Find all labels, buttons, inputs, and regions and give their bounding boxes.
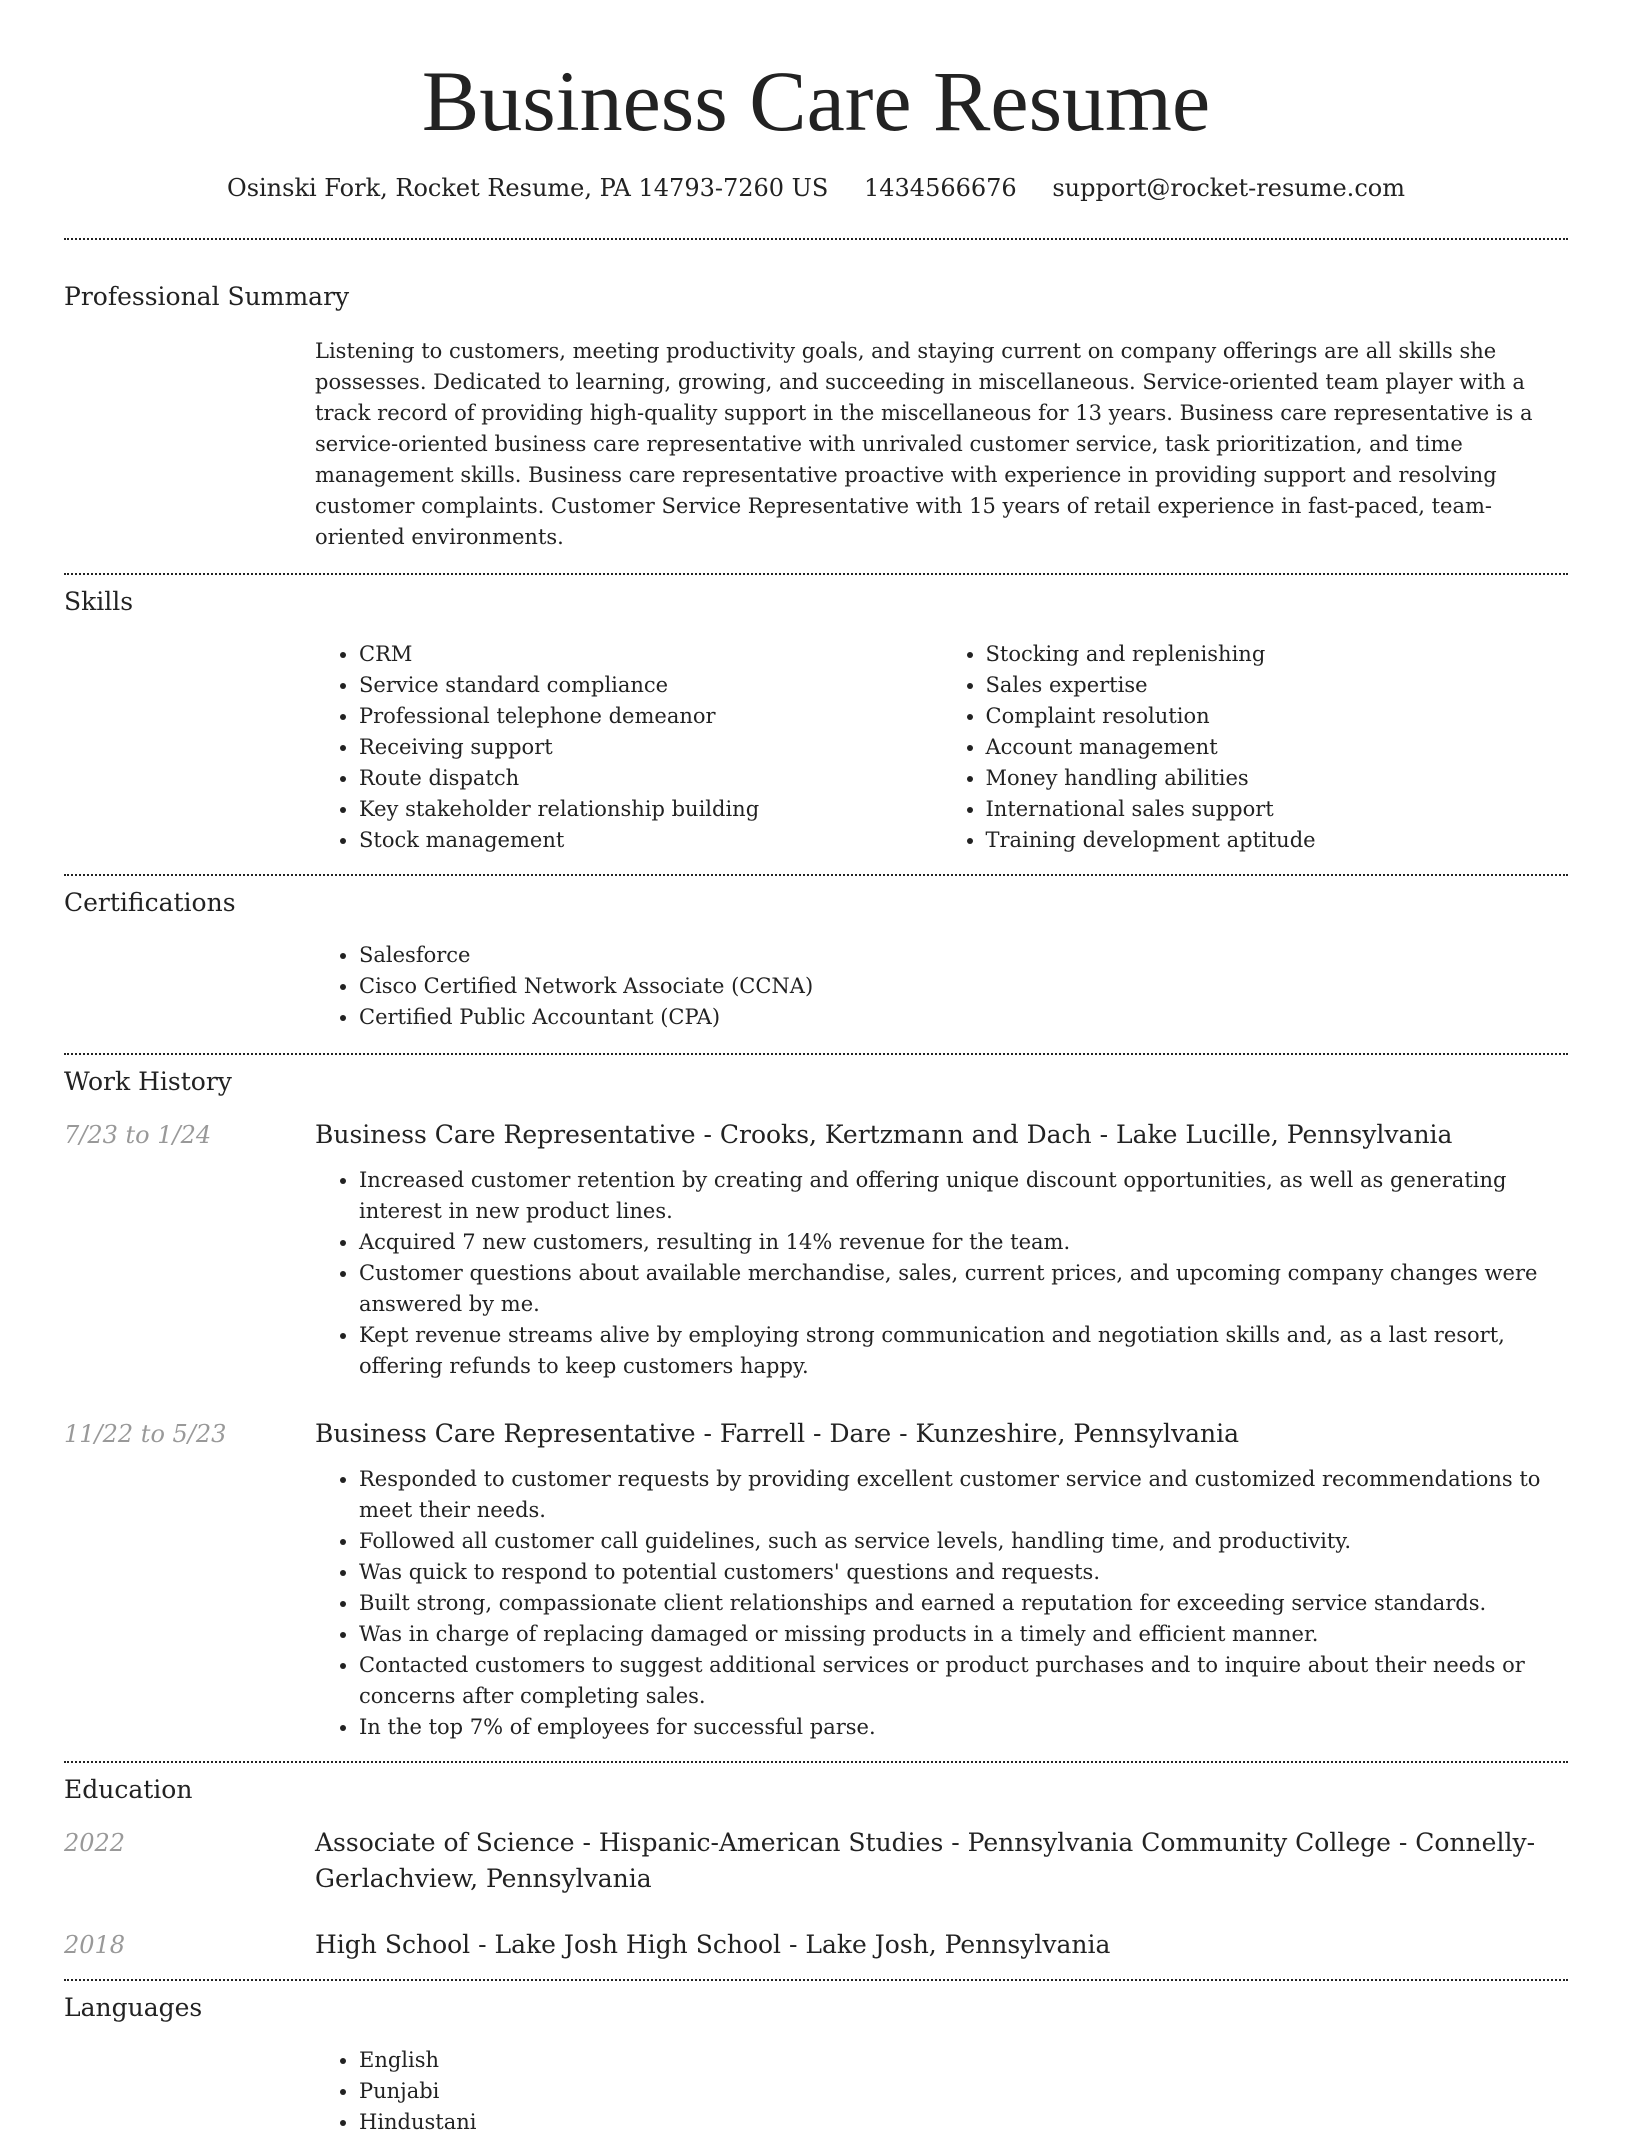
job-dates: 11/22 to 5/23 <box>64 1420 227 1448</box>
language-item: • Punjabi <box>359 2076 1568 2107</box>
languages-list <box>315 2045 1568 2138</box>
job-bullet: • Was quick to respond to potential customers' questions and requests. <box>359 1557 1568 1588</box>
job-bullet: • Increased customer retention by creating and offering unique discount opportunities, as well as generating interest in new product lines. <box>359 1165 1568 1227</box>
languages-title: Languages <box>64 1993 203 2022</box>
job-bullets <box>315 1165 1568 1382</box>
job-role: Business Care Representative <box>315 1120 696 1149</box>
job-entry <box>64 1416 1568 1743</box>
education-heading <box>315 1927 1568 1963</box>
job-heading <box>315 1416 1568 1452</box>
skill-item: • Key stakeholder relationship building <box>359 794 942 825</box>
job-bullet: • Contacted customers to suggest additional services or product purchases and to inquire about their needs or concerns after completing sales. <box>359 1650 1568 1712</box>
resume-page <box>64 0 1568 2138</box>
skill-item: • Service standard compliance <box>359 670 942 701</box>
skills-title: Skills <box>64 587 134 616</box>
skill-item: • Stock management <box>359 825 942 856</box>
certifications-list <box>315 940 1568 1033</box>
job-entry <box>64 1117 1568 1382</box>
job-bullet: • Acquired 7 new customers, resulting in 14% revenue for the team. <box>359 1227 1568 1258</box>
languages-section <box>64 1981 1568 2138</box>
skill-item: • Sales expertise <box>986 670 1569 701</box>
job-bullet: • In the top 7% of employees for successful parse. <box>359 1712 1568 1743</box>
skills-list-right <box>942 639 1569 856</box>
job-dates: 7/23 to 1/24 <box>64 1121 212 1149</box>
education-school: - Hispanic-American Studies - Pennsylvania Community College - Connelly-Gerlachview, Pennsylvania <box>315 1828 1536 1893</box>
work-title: Work History <box>64 1067 232 1096</box>
certifications-section <box>64 876 1568 1033</box>
education-degree: Associate of Science <box>315 1828 575 1857</box>
contact-address: Osinski Fork, Rocket Resume, PA 14793-7260 US <box>227 174 829 202</box>
skill-item: • Money handling abilities <box>986 763 1569 794</box>
skill-item: • International sales support <box>986 794 1569 825</box>
certification-item: • Certified Public Accountant (CPA) <box>359 1002 1568 1033</box>
skill-item: • Route dispatch <box>359 763 942 794</box>
education-school: - Lake Josh High School - Lake Josh, Pennsylvania <box>470 1930 1111 1959</box>
language-item: • Hindustani <box>359 2107 1568 2138</box>
job-bullet: • Was in charge of replacing damaged or missing products in a timely and efficient manner. <box>359 1619 1568 1650</box>
education-entry <box>64 1927 1568 1963</box>
skill-item: • Complaint resolution <box>986 701 1569 732</box>
skills-section <box>64 575 1568 856</box>
job-bullets <box>315 1464 1568 1743</box>
contact-email: support@rocket-resume.com <box>1052 174 1405 202</box>
education-section <box>64 1763 1568 1963</box>
education-title: Education <box>64 1775 193 1804</box>
job-company: - Crooks, Kertzmann and Dach - Lake Lucille, Pennsylvania <box>695 1120 1453 1149</box>
job-role: Business Care Representative <box>315 1419 696 1448</box>
language-item: • English <box>359 2045 1568 2076</box>
job-bullet: • Followed all customer call guidelines, such as service levels, handling time, and productivity. <box>359 1526 1568 1557</box>
contact-phone: 1434566676 <box>864 174 1017 202</box>
education-year: 2022 <box>64 1829 126 1857</box>
education-year: 2018 <box>64 1931 126 1959</box>
education-heading <box>315 1825 1568 1897</box>
work-section <box>64 1055 1568 1743</box>
skill-item: • Receiving support <box>359 732 942 763</box>
skill-item: • CRM <box>359 639 942 670</box>
job-bullet: • Responded to customer requests by providing excellent customer service and customized recommendations to meet their needs. <box>359 1464 1568 1526</box>
skill-item: • Professional telephone demeanor <box>359 701 942 732</box>
contact-line <box>64 172 1568 204</box>
job-bullet: • Built strong, compassionate client relationships and earned a reputation for exceeding service standards. <box>359 1588 1568 1619</box>
job-company: - Farrell - Dare - Kunzeshire, Pennsylvania <box>695 1419 1240 1448</box>
skill-item: • Training development aptitude <box>986 825 1569 856</box>
education-degree: High School <box>315 1930 471 1959</box>
job-bullet: • Kept revenue streams alive by employing strong communication and negotiation skills and, as a last resort, offering refunds to keep customers happy. <box>359 1320 1568 1382</box>
skills-list-left <box>315 639 942 856</box>
job-heading <box>315 1117 1568 1153</box>
summary-text: Listening to customers, meeting productivity goals, and staying current on company offerings are all skills she possesses. Dedicated to learning, growing, and succeeding in miscellaneous. Service-oriented team player with a track record of providing high-quality support in the miscellaneous for 13 years. Business care representative is a service-oriented business care representative with unrivaled customer service, task prioritization, and time management skills. Business care representative proactive with experience in providing support and resolving customer complaints. Customer Service Representative with 15 years of retail experience in fast-paced, team-oriented environments. <box>315 339 1533 549</box>
job-bullet: • Customer questions about available merchandise, sales, current prices, and upcoming company changes were answered by me. <box>359 1258 1568 1320</box>
education-entry <box>64 1825 1568 1897</box>
certification-item: • Salesforce <box>359 940 1568 971</box>
skill-item: • Account management <box>986 732 1569 763</box>
certifications-title: Certifications <box>64 888 236 917</box>
summary-section <box>64 240 1568 553</box>
certification-item: • Cisco Certified Network Associate (CCNA) <box>359 971 1568 1002</box>
skill-item: • Stocking and replenishing <box>986 639 1569 670</box>
summary-title: Professional Summary <box>64 282 350 311</box>
resume-title: Business Care Resume <box>421 53 1211 149</box>
